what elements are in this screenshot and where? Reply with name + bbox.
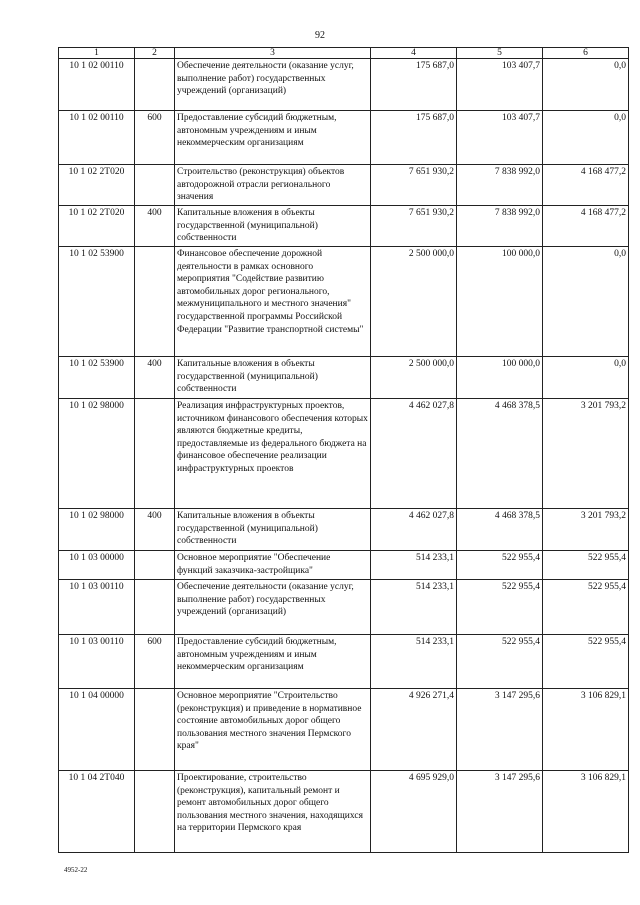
row-value-col5: 103 407,7 xyxy=(457,59,543,111)
table-row xyxy=(59,509,629,551)
row-value-col5: 4 468 378,5 xyxy=(457,399,543,509)
row-expense-type: 400 xyxy=(135,357,175,399)
row-value-col5: 100 000,0 xyxy=(457,247,543,357)
row-expense-type: 600 xyxy=(135,635,175,689)
row-value-col5: 7 838 992,0 xyxy=(457,165,543,206)
row-code: 10 1 04 00000 xyxy=(59,689,135,771)
row-value-col4: 4 462 027,8 xyxy=(371,509,457,551)
row-name: Капитальные вложения в объекты государственной (муниципальной) собственности xyxy=(175,357,371,399)
row-value-col4: 7 651 930,2 xyxy=(371,165,457,206)
table-row xyxy=(59,551,629,580)
row-value-col4: 2 500 000,0 xyxy=(371,357,457,399)
table-row xyxy=(59,771,629,853)
table-header-row xyxy=(59,48,629,59)
table-row xyxy=(59,206,629,247)
row-value-col5: 7 838 992,0 xyxy=(457,206,543,247)
row-expense-type xyxy=(135,580,175,635)
row-code: 10 1 02 00110 xyxy=(59,111,135,165)
document-code: 4952-22 xyxy=(64,866,88,874)
row-value-col5: 3 147 295,6 xyxy=(457,771,543,853)
row-value-col4: 4 926 271,4 xyxy=(371,689,457,771)
row-value-col4: 2 500 000,0 xyxy=(371,247,457,357)
column-header: 2 xyxy=(135,48,175,59)
row-value-col5: 3 147 295,6 xyxy=(457,689,543,771)
row-value-col6: 522 955,4 xyxy=(543,635,629,689)
table-row xyxy=(59,689,629,771)
row-value-col5: 103 407,7 xyxy=(457,111,543,165)
row-code: 10 1 03 00000 xyxy=(59,551,135,580)
row-name: Капитальные вложения в объекты государственной (муниципальной) собственности xyxy=(175,206,371,247)
row-expense-type xyxy=(135,399,175,509)
page-number: 92 xyxy=(315,30,325,41)
row-expense-type xyxy=(135,59,175,111)
row-value-col5: 522 955,4 xyxy=(457,635,543,689)
row-value-col6: 3 201 793,2 xyxy=(543,509,629,551)
table-row xyxy=(59,247,629,357)
column-header: 3 xyxy=(175,48,371,59)
row-expense-type xyxy=(135,165,175,206)
row-expense-type: 600 xyxy=(135,111,175,165)
row-value-col4: 514 233,1 xyxy=(371,635,457,689)
row-value-col6: 4 168 477,2 xyxy=(543,165,629,206)
column-header: 1 xyxy=(59,48,135,59)
row-expense-type: 400 xyxy=(135,509,175,551)
row-value-col4: 4 695 929,0 xyxy=(371,771,457,853)
row-value-col6: 3 106 829,1 xyxy=(543,771,629,853)
row-name: Реализация инфраструктурных проектов, источником финансового обеспечения которых являются бюджетные кредиты, предоставляемые из федерального бюджета на финансовое обеспечение реализации инфраструктурных проектов xyxy=(175,399,371,509)
column-header: 4 xyxy=(371,48,457,59)
row-code: 10 1 03 00110 xyxy=(59,635,135,689)
row-expense-type xyxy=(135,689,175,771)
table-row xyxy=(59,59,629,111)
row-expense-type xyxy=(135,771,175,853)
row-code: 10 1 04 2Т040 xyxy=(59,771,135,853)
row-code: 10 1 02 53900 xyxy=(59,357,135,399)
row-expense-type: 400 xyxy=(135,206,175,247)
row-value-col6: 3 201 793,2 xyxy=(543,399,629,509)
row-name: Капитальные вложения в объекты государственной (муниципальной) собственности xyxy=(175,509,371,551)
row-value-col6: 522 955,4 xyxy=(543,551,629,580)
table-row xyxy=(59,580,629,635)
row-name: Проектирование, строительство (реконструкция), капитальный ремонт и ремонт автомобильных дорог общего пользования местного значения, находящихся на территории Пермского края xyxy=(175,771,371,853)
row-expense-type xyxy=(135,247,175,357)
row-code: 10 1 02 2Т020 xyxy=(59,206,135,247)
row-name: Основное мероприятие "Обеспечение функций заказчика-застройщика" xyxy=(175,551,371,580)
row-name: Предоставление субсидий бюджетным, автономным учреждениям и иным некоммерческим организациям xyxy=(175,111,371,165)
row-value-col4: 7 651 930,2 xyxy=(371,206,457,247)
row-code: 10 1 03 00110 xyxy=(59,580,135,635)
row-value-col6: 522 955,4 xyxy=(543,580,629,635)
row-code: 10 1 02 2Т020 xyxy=(59,165,135,206)
row-value-col5: 522 955,4 xyxy=(457,551,543,580)
row-code: 10 1 02 98000 xyxy=(59,399,135,509)
row-value-col5: 522 955,4 xyxy=(457,580,543,635)
row-code: 10 1 02 00110 xyxy=(59,59,135,111)
row-value-col5: 4 468 378,5 xyxy=(457,509,543,551)
column-header: 6 xyxy=(543,48,629,59)
row-name: Предоставление субсидий бюджетным, автономным учреждениям и иным некоммерческим организациям xyxy=(175,635,371,689)
budget-table xyxy=(58,47,629,853)
row-value-col4: 514 233,1 xyxy=(371,580,457,635)
row-expense-type xyxy=(135,551,175,580)
row-value-col6: 3 106 829,1 xyxy=(543,689,629,771)
table-row xyxy=(59,165,629,206)
row-value-col6: 0,0 xyxy=(543,247,629,357)
row-value-col4: 514 233,1 xyxy=(371,551,457,580)
row-value-col4: 4 462 027,8 xyxy=(371,399,457,509)
table-row xyxy=(59,357,629,399)
table-row xyxy=(59,635,629,689)
row-code: 10 1 02 98000 xyxy=(59,509,135,551)
row-value-col6: 0,0 xyxy=(543,357,629,399)
row-value-col4: 175 687,0 xyxy=(371,59,457,111)
row-value-col6: 4 168 477,2 xyxy=(543,206,629,247)
row-value-col5: 100 000,0 xyxy=(457,357,543,399)
row-code: 10 1 02 53900 xyxy=(59,247,135,357)
column-header: 5 xyxy=(457,48,543,59)
table-row xyxy=(59,399,629,509)
row-value-col6: 0,0 xyxy=(543,59,629,111)
row-name: Основное мероприятие "Строительство (реконструкция) и приведение в нормативное состояние автомобильных дорог общего пользования местного значения Пермского края" xyxy=(175,689,371,771)
row-name: Обеспечение деятельности (оказание услуг, выполнение работ) государственных учреждений (организаций) xyxy=(175,59,371,111)
row-value-col4: 175 687,0 xyxy=(371,111,457,165)
row-name: Финансовое обеспечение дорожной деятельности в рамках основного мероприятия "Содействие развитию автомобильных дорог регионального, межмуниципального и местного значения" государственной программы Российской Федерации "Развитие транспортной системы" xyxy=(175,247,371,357)
table-row xyxy=(59,111,629,165)
row-value-col6: 0,0 xyxy=(543,111,629,165)
row-name: Обеспечение деятельности (оказание услуг, выполнение работ) государственных учреждений (организаций) xyxy=(175,580,371,635)
row-name: Строительство (реконструкция) объектов автодорожной отрасли регионального значения xyxy=(175,165,371,206)
